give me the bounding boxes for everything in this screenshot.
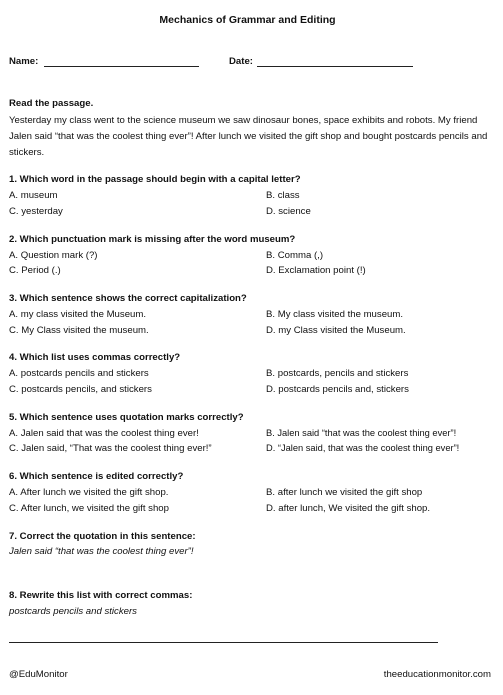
option-5d: D. “Jalen said, that was the coolest thing ever”! <box>266 443 460 453</box>
option-5a: A. Jalen said that was the coolest thing ever! <box>9 428 199 439</box>
option-2c: C. Period (.) <box>9 265 61 276</box>
option-4a: A. postcards pencils and stickers <box>9 368 149 379</box>
option-1c: C. yesterday <box>9 206 63 217</box>
worksheet-title: Mechanics of Grammar and Editing <box>159 14 336 26</box>
option-4c: C. postcards pencils, and stickers <box>9 384 152 395</box>
option-1d: D. science <box>266 206 311 217</box>
option-3d: D. my Class visited the Museum. <box>266 325 406 336</box>
option-3b: B. My class visited the museum. <box>266 309 404 320</box>
question-1: 1. Which word in the passage should begin with a capital letter? <box>9 174 301 185</box>
option-1b: B. class <box>266 190 300 201</box>
question-4: 4. Which list uses commas correctly? <box>9 352 181 363</box>
name-line <box>44 66 199 67</box>
option-5b: B. Jalen said “that was the coolest thing ever”! <box>266 428 457 438</box>
question-7: 7. Correct the quotation in this sentence: <box>9 531 196 542</box>
option-6c: C. After lunch, we visited the gift shop <box>9 503 169 514</box>
passage-heading: Read the passage. <box>9 98 94 109</box>
option-2b: B. Comma (,) <box>266 250 324 261</box>
question-8: 8. Rewrite this list with correct commas: <box>9 590 193 601</box>
option-3a: A. my class visited the Museum. <box>9 309 147 320</box>
footer-handle: @EduMonitor <box>9 669 68 680</box>
option-4b: B. postcards, pencils and stickers <box>266 368 409 379</box>
question-5: 5. Which sentence uses quotation marks correctly? <box>9 412 244 423</box>
option-5c: C. Jalen said, “That was the coolest thing ever!” <box>9 443 212 454</box>
question-7-sentence: Jalen said “that was the coolest thing ever”! <box>9 546 194 557</box>
option-3c: C. My Class visited the museum. <box>9 325 149 336</box>
question-8-list: postcards pencils and stickers <box>9 606 137 617</box>
option-6a: A. After lunch we visited the gift shop. <box>9 487 169 498</box>
name-label: Name: <box>9 56 39 67</box>
passage-text: Yesterday my class went to the science museum we saw dinosaur bones, space exhibits and robots. My friend Jalen said “that was the coolest thing ever”! After lunch we visited the gift shop and bought postcards pencils and stickers. <box>9 115 488 158</box>
option-4d: D. postcards pencils and, stickers <box>266 384 409 395</box>
option-1a: A. museum <box>9 190 58 201</box>
question-3: 3. Which sentence shows the correct capitalization? <box>9 293 247 304</box>
option-2a: A. Question mark (?) <box>9 250 98 261</box>
answer-line <box>9 642 438 643</box>
date-line <box>257 66 413 67</box>
date-label: Date: <box>229 56 253 67</box>
footer-website: theeducationmonitor.com <box>383 669 491 680</box>
option-2d: D. Exclamation point (!) <box>266 265 366 276</box>
question-6: 6. Which sentence is edited correctly? <box>9 471 184 482</box>
option-6b: B. after lunch we visited the gift shop <box>266 487 423 498</box>
option-6d: D. after lunch, We visited the gift shop. <box>266 503 431 514</box>
question-2: 2. Which punctuation mark is missing after the word museum? <box>9 234 296 245</box>
